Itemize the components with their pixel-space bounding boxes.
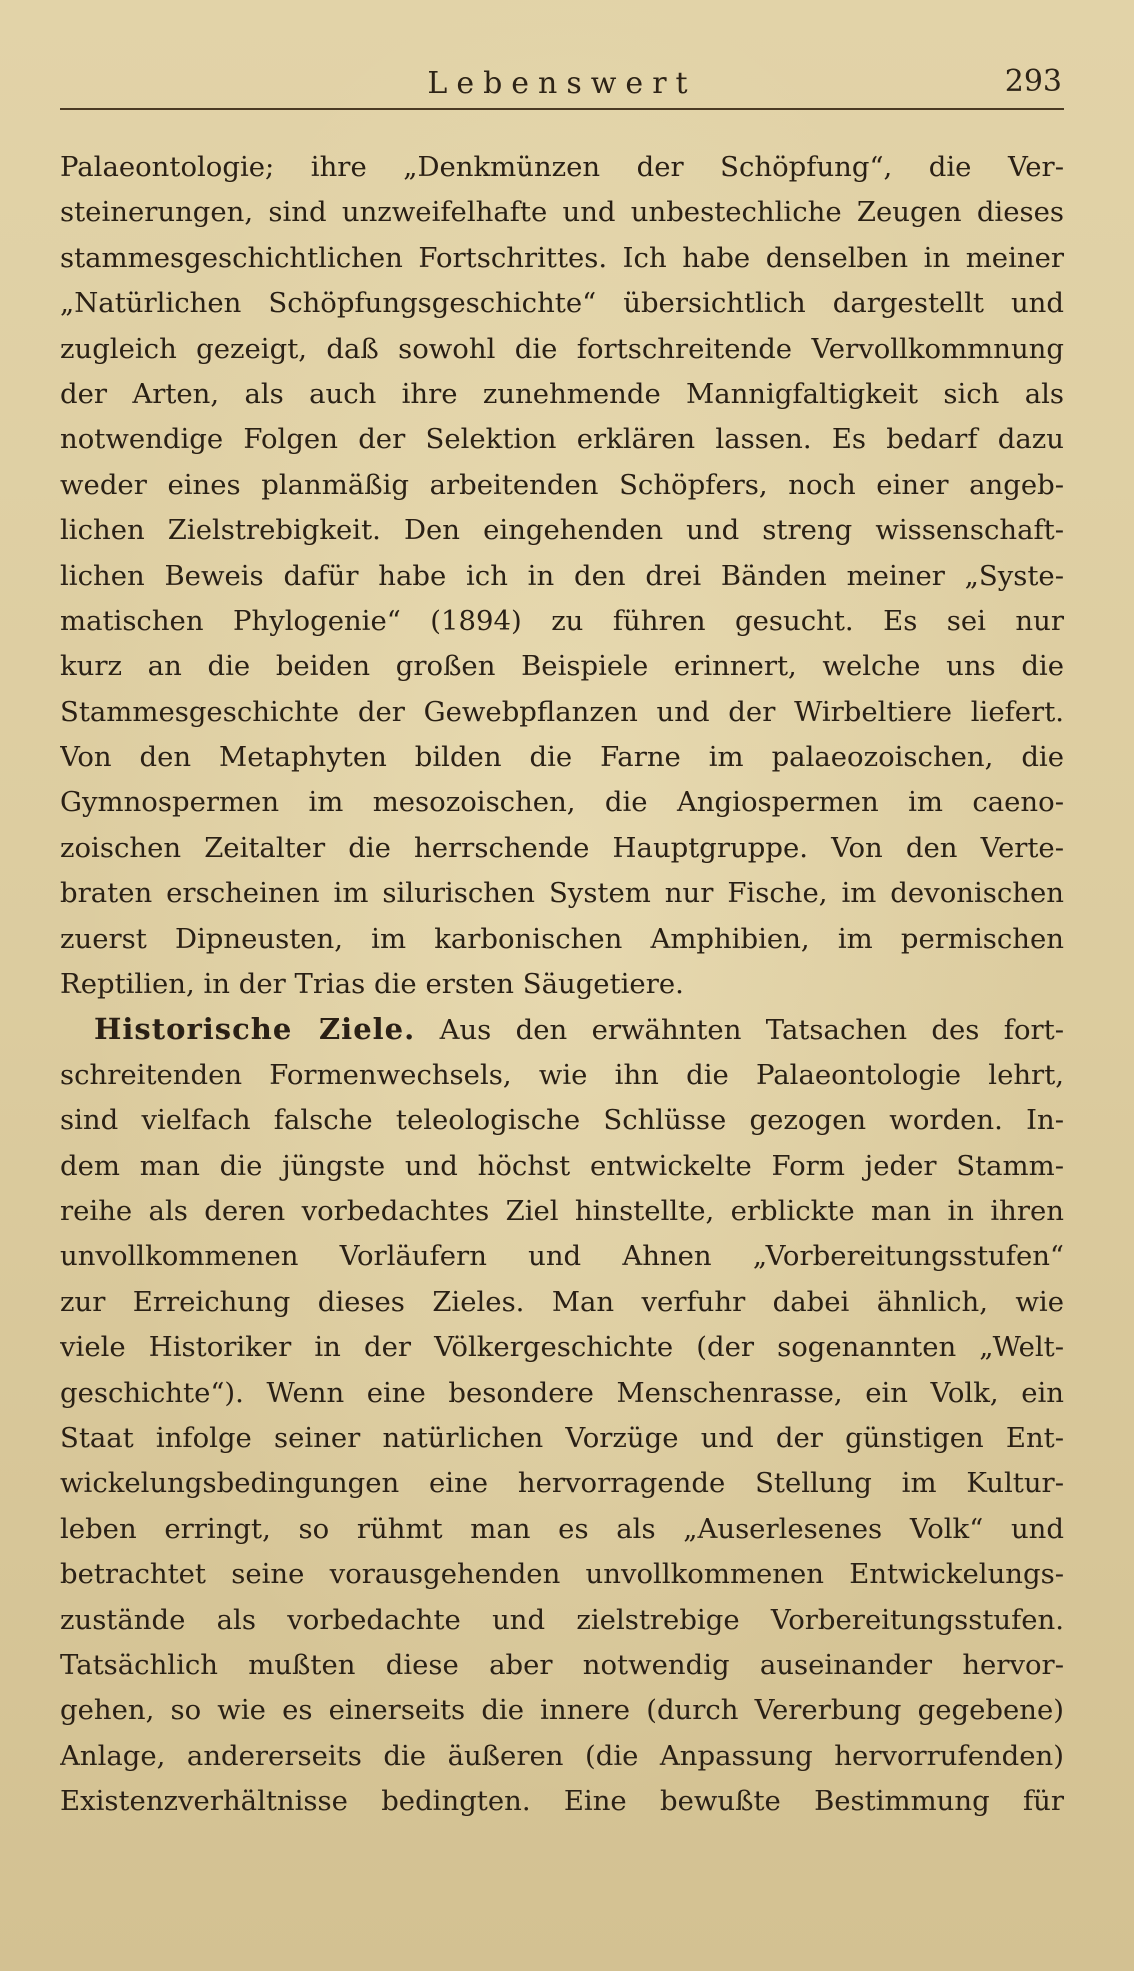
- text-line: Von den Metaphyten bilden die Farne im palaeozoischen, die: [60, 741, 1064, 774]
- text-line: stammesgeschichtlichen Fortschrittes. Ich habe denselben in meiner: [60, 241, 1064, 274]
- text-line: geschichte“). Wenn eine besondere Menschenrasse, ein Volk, ein: [60, 1376, 1064, 1409]
- text-line: lichen Beweis dafür habe ich in den drei Bänden meiner „Syste-: [60, 559, 1064, 592]
- text-line: notwendige Folgen der Selektion erklären lassen. Es bedarf dazu: [60, 423, 1064, 456]
- body-text: [60, 145, 1064, 1824]
- text-line: betrachtet seine vorausgehenden unvollkommenen Entwickelungs-: [60, 1558, 1064, 1591]
- text-line: kurz an die beiden großen Beispiele erinnert, welche uns die: [60, 650, 1064, 683]
- text-line: steinerungen, sind unzweifelhafte und unbestechliche Zeugen dieses: [60, 196, 1064, 229]
- text-line: viele Historiker in der Völkergeschichte (der sogenannten „Welt-: [60, 1331, 1064, 1364]
- text-line: zoischen Zeitalter die herrschende Hauptgruppe. Von den Verte-: [60, 831, 1064, 864]
- text-line: zugleich gezeigt, daß sowohl die fortschreitende Vervollkommnung: [60, 332, 1064, 365]
- text-line: zuerst Dipneusten, im karbonischen Amphibien, im permischen: [60, 922, 1064, 955]
- text-line: lichen Zielstrebigkeit. Den eingehenden und streng wissenschaft-: [60, 514, 1064, 547]
- text-line: wickelungsbedingungen eine hervorragende Stellung im Kultur-: [60, 1467, 1064, 1500]
- text-line: [60, 1007, 1064, 1052]
- text-line: schreitenden Formenwechsels, wie ihn die Palaeontologie lehrt,: [60, 1058, 1064, 1091]
- text-line: sind vielfach falsche teleologische Schlüsse gezogen worden. In-: [60, 1104, 1064, 1137]
- paragraph-1: [60, 145, 1064, 1007]
- paragraph-2: [60, 1007, 1064, 1824]
- text-line: der Arten, als auch ihre zunehmende Mannigfaltigkeit sich als: [60, 377, 1064, 410]
- text-line: dem man die jüngste und höchst entwickelte Form jeder Stamm-: [60, 1149, 1064, 1182]
- text-line: zustände als vorbedachte und zielstrebige Vorbereitungsstufen.: [60, 1603, 1064, 1636]
- text-line: Palaeontologie; ihre „Denkmünzen der Schöpfung“, die Ver-: [60, 151, 1064, 183]
- text-line: weder eines planmäßig arbeitenden Schöpfers, noch einer angeb-: [60, 468, 1064, 501]
- page-header: [60, 60, 1064, 110]
- text-line: Staat infolge seiner natürlichen Vorzüge und der günstigen Ent-: [60, 1421, 1064, 1454]
- text-line: unvollkommenen Vorläufern und Ahnen „Vorbereitungsstufen“: [60, 1240, 1064, 1273]
- text-line: zur Erreichung dieses Zieles. Man verfuhr dabei ähnlich, wie: [60, 1285, 1064, 1318]
- text-line: Tatsächlich mußten diese aber notwendig auseinander hervor-: [60, 1648, 1064, 1681]
- text-line: Stammesgeschichte der Gewebpflanzen und der Wirbeltiere liefert.: [60, 695, 1064, 728]
- running-head: Lebenswert: [427, 66, 697, 101]
- text-line: leben erringt, so rühmt man es als „Auserlesenes Volk“ und: [60, 1512, 1064, 1545]
- text-line: Anlage, andererseits die äußeren (die Anpassung hervorrufenden): [60, 1739, 1064, 1772]
- text-line: Reptilien, in der Trias die ersten Säugetiere.: [60, 968, 684, 1001]
- section-heading: Historische Ziele.: [94, 1012, 416, 1047]
- text-line: braten erscheinen im silurischen System nur Fische, im devonischen: [60, 877, 1064, 910]
- text-line: „Natürlichen Schöpfungsgeschichte“ übersichtlich dargestellt und: [60, 287, 1064, 320]
- text-line: Gymnospermen im mesozoischen, die Angiospermen im caeno-: [60, 786, 1064, 819]
- text-line: matischen Phylogenie“ (1894) zu führen gesucht. Es sei nur: [60, 604, 1064, 637]
- text-line-rest: Aus den erwähnten Tatsachen des fort-: [439, 1014, 1064, 1047]
- text-line: reihe als deren vorbedachtes Ziel hinstellte, erblickte man in ihren: [60, 1194, 1064, 1227]
- text-line: Existenzverhältnisse bedingten. Eine bewußte Bestimmung für: [60, 1785, 1064, 1818]
- text-line: gehen, so wie es einerseits die innere (durch Vererbung gegebene): [60, 1694, 1064, 1727]
- page-number: 293: [1004, 64, 1062, 99]
